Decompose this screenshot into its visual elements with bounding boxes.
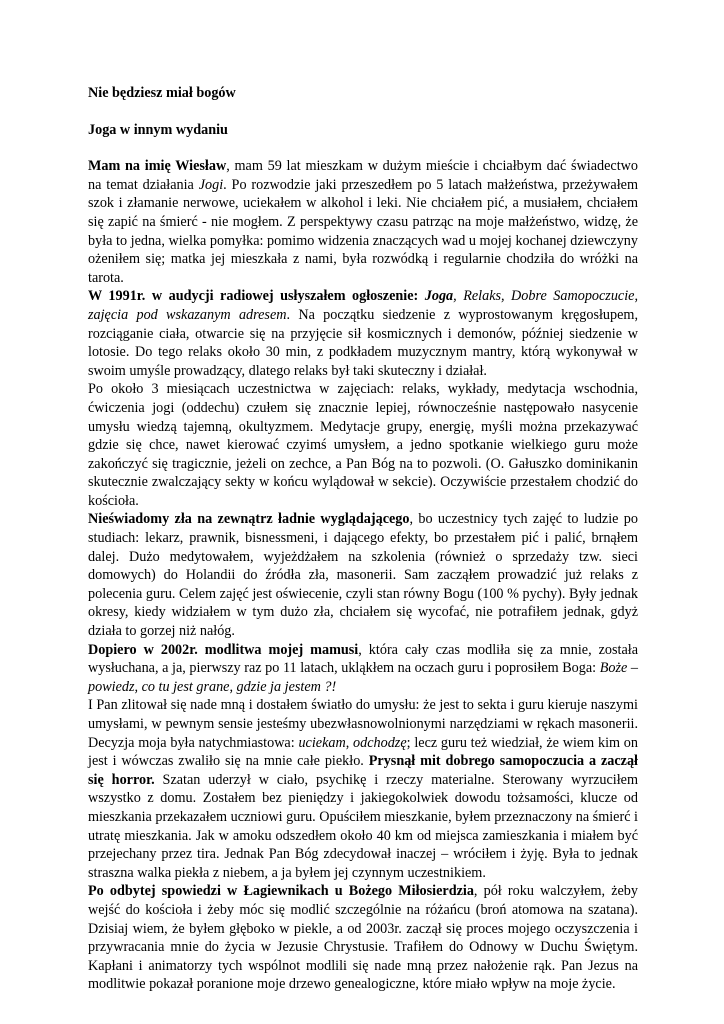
paragraph-1-text-b: . Po rozwodzie jaki przeszedłem po 5 latach małżeństwa, przeżywałem szok i złamanie nerwowe, uciekałem w alkohol i leki. Nie chciałem pić, a musiałem, chciałem się zapić na śmierć - nie mogłem. Z perspektywy czasu patrząc na moje małżeństwo, widzę, że była to jedna, wielka pomyłka: pomimo widzenia znaczących wad u mojej kochanej dziewczyny ożeniłem się; matka jej mieszkała z nami, była rozwódką i regularnie chodziła do wróżki na tarota.: [88, 176, 638, 286]
paragraph-7: [88, 882, 638, 994]
paragraph-7-lead: Po odbytej spowiedzi w Łagiewnikach u Bożego Miłosierdzia: [88, 883, 474, 900]
paragraph-1-text-a: , mam 59 lat mieszkam w dużym mieście i chciałbym dać świadectwo na temat działania: [88, 158, 638, 193]
paragraph-2-lead: W 1991r. w audycji radiowej usłyszałem ogłoszenie:: [88, 288, 419, 305]
paragraph-4-lead: Nieświadomy zła na zewnątrz ładnie wyglądającego: [88, 511, 410, 528]
paragraph-4: [88, 510, 638, 640]
document-title: Nie będziesz miał bogów: [88, 85, 236, 101]
paragraph-7-text-a: , pół roku walczyłem, żeby wejść do kościoła i żeby móc się modlić szczególnie na różańcu (broń atomowa na szatana). Dzisiaj wiem, że byłem głęboko w piekle, a od 2003r. zaczął się proces mojego oczyszczenia i przywracania mnie do życia w Jezusie Chrystusie. Trafiłem do Odnowy w Duchu Świętym. Kapłani i animatorzy tych wspólnot modlili się nade mną przez nałożenie rąk. Pan Jezus na modlitwie pokazał poranione moje drzewo genealogiczne, które miało wpływ na moje życie.: [88, 883, 638, 993]
paragraph-6-italic-b: odchodzę: [353, 734, 407, 751]
paragraph-3: [88, 380, 638, 510]
paragraph-2-bold-italic: Joga: [418, 288, 454, 305]
paragraph-2-text-a: . Na początku siedzenie z wyprostowanym kręgosłupem, rozciąganie ciała, otwarcie się na przyjęcie sił kosmicznych i demonów, później siedzenie w lotosie. Do tego relaks około 30 min, z podkładem muzycznym mantry, którą wykonywał w swoim umyśle prowadzący, dlatego relaks był taki skuteczny i działał.: [88, 306, 638, 379]
paragraph-4-text-a: , bo uczestnicy tych zajęć to ludzie po studiach: lekarz, prawnik, bisnessmeni, i dającego efekty, bo przestałem pić i palić, brnąłem dalej. Dużo medytowałem, wyjeżdżałem na szkolenia (również o sprzedaży tzw. sieci domowych) do Holandii do źródła zła, masonerii. Sam zacząłem prowadzić już relaks z polecenia guru. Celem zajęć jest oświecenie, czyli stan równy Bogu (100 % pychy). Były jednak okresy, kiedy widziałem w tym dużo zła, chciałem się wycofać, nie potrafiłem jednak, gdyż działa to gorzej niż nałóg.: [88, 511, 638, 640]
paragraph-6-italic-a: uciekam: [298, 734, 346, 751]
paragraph-6-text-c: ; lecz guru też wiedział, że wiem kim on jest i wówczas zwaliło się na mnie całe piekło.: [88, 734, 638, 770]
paragraph-5-italic-a: Boże – powiedz, co tu jest grane, gdzie ja jestem ?!: [88, 660, 638, 695]
paragraph-2-italic-a: , Relaks, Dobre Samopoczucie, zajęcia pod wskazanym adresem: [88, 288, 638, 323]
paragraph-6-text-b: ,: [345, 734, 354, 751]
paragraph-1: [88, 157, 638, 287]
paragraph-5-lead: Dopiero w 2002r. modlitwa mojej mamusi: [88, 641, 359, 658]
paragraph-2: [88, 287, 638, 380]
paragraph-6-text-a: I Pan zlitował się nade mną i dostałem światło do umysłu: że jest to sekta i guru kieruje naszymi umysłami, w pewnym sensie jesteśmy ubezwłasnowolnionymi narzędziami w rękach masonerii. Decyzja moja była natychmiastowa:: [88, 697, 638, 751]
document-page: [88, 84, 638, 994]
paragraph-1-italic-a: Jogi: [198, 176, 224, 193]
paragraph-5-text-a: , która cały czas modliła się za mnie, została wysłuchana, a ja, pierwszy raz po 11 latach, ukląkłem na oczach guru i poprosiłem Boga:: [88, 641, 639, 677]
paragraph-1-lead: Mam na imię Wiesław: [88, 158, 227, 175]
document-subtitle: Joga w innym wydaniu: [88, 121, 228, 138]
paragraph-3-text-a: Po około 3 miesiącach uczestnictwa w zajęciach: relaks, wykłady, medytacja wschodnia, ćwiczenia jogi (oddechu) czułem się znacznie lepiej, równocześnie następowało nasycenie umysłu wiedzą tajemną, okultyzmem. Medytacje grupy, energię, myśli można przekazywać gdzie się chce, nawet kierować czyimś umysłem, a jedno spotkanie wielkiego guru może zakończyć się tragicznie, jeżeli on zechce, a Pan Bóg na to pozwoli. (O. Gałuszko dominikanin skutecznie zwalczający sekty w końcu wylądował w sekcie). Oczywiście przestałem chodzić do kościoła.: [88, 381, 638, 509]
paragraph-6: [88, 696, 638, 882]
paragraph-6-text-d: Szatan uderzył w ciało, psychikę i rzeczy materialne. Sterowany wyrzuciłem wszystko z domu. Zostałem bez pieniędzy i jakiegokolwiek dowodu tożsamości, klucze od mieszkania przekazałem uczniowi guru. Opuściłem mieszkanie, byłem przeznaczony na śmierć i utratę mieszkania. Jak w amoku odszedłem około 40 km od miejsca zamieszkania i miałem być przejechany przez tira. Jednak Pan Bóg zdecydował inaczej – wróciłem i żyję. Była to jednak straszna walka piekła z niebem, a ja byłem jej czynnym uczestnikiem.: [88, 771, 638, 881]
paragraph-5: [88, 641, 638, 697]
paragraph-6-bold-a: Prysnął mit dobrego samopoczucia a zaczął się horror.: [88, 753, 638, 788]
